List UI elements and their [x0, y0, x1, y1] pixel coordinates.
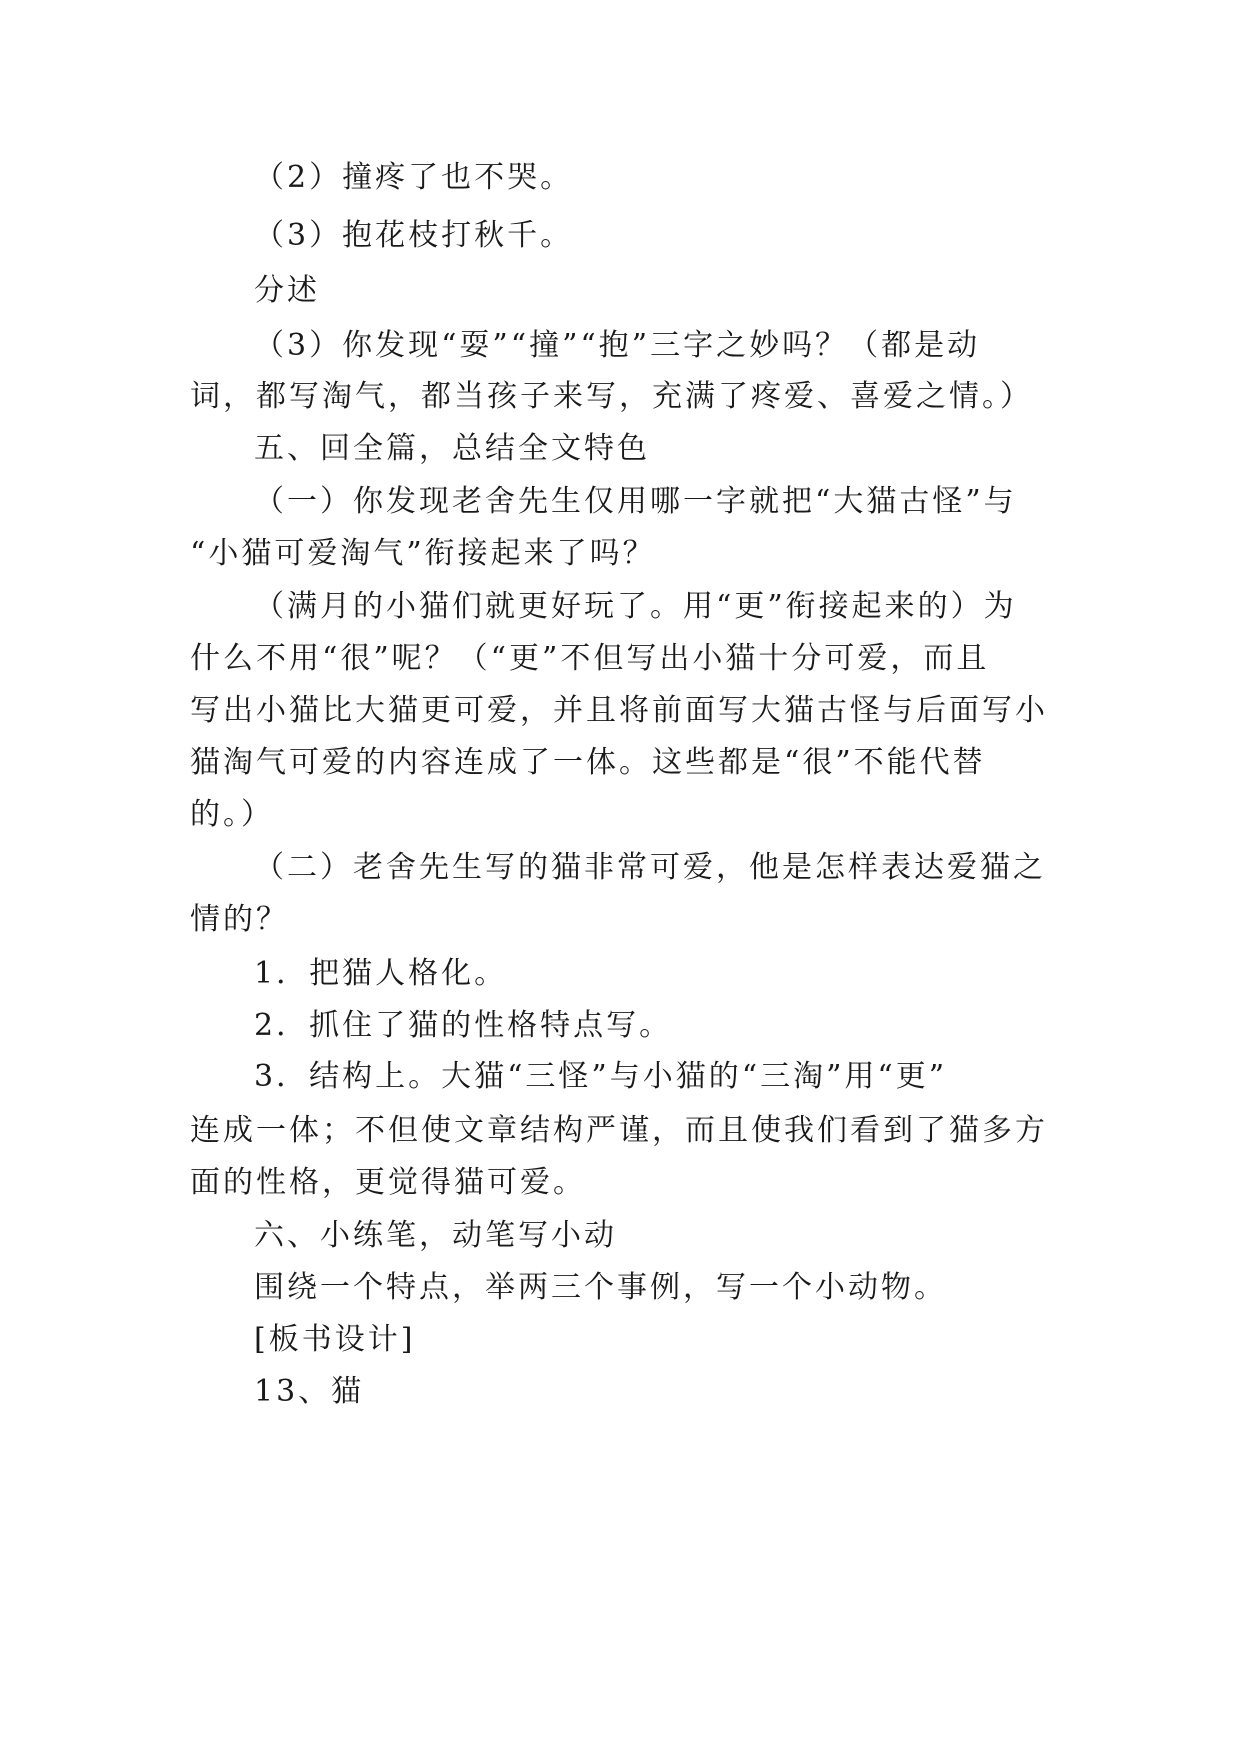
paragraph-line: （二）老舍先生写的猫非常可爱，他是怎样表达爱猫之	[254, 850, 1046, 885]
section-label: 分述	[254, 273, 320, 308]
list-item: 2．抓住了猫的性格特点写。	[254, 1008, 673, 1043]
section-heading: 五、回全篇，总结全文特色	[254, 431, 650, 466]
board-title: 13、猫	[254, 1374, 365, 1409]
paragraph-line: 写出小猫比大猫更可爱，并且将前面写大猫古怪与后面写小	[190, 693, 1048, 728]
paragraph-line: 连成一体；不但使文章结构严谨，而且使我们看到了猫多方	[190, 1113, 1048, 1148]
paragraph-line: （满月的小猫们就更好玩了。用“更”衔接起来的）为	[254, 589, 1017, 624]
section-heading: 六、小练笔，动笔写小动	[254, 1218, 617, 1253]
paragraph-line: 的。）	[190, 797, 274, 832]
paragraph-line: “小猫可爱淘气”衔接起来了吗？	[190, 536, 656, 571]
section-label: [板书设计]	[254, 1322, 416, 1357]
paragraph-line: 情的？	[190, 902, 289, 937]
paragraph-line: （3）抱花枝打秋千。	[254, 218, 574, 253]
paragraph-line: （一）你发现老舍先生仅用哪一字就把“大猫古怪”与	[254, 484, 1017, 519]
paragraph-line: 猫淘气可爱的内容连成了一体。这些都是“很”不能代替	[190, 745, 986, 780]
paragraph-line: 什么不用“很”呢？（“更”不但写出小猫十分可爱，而且	[190, 641, 990, 676]
paragraph-line: 围绕一个特点，举两三个事例，写一个小动物。	[254, 1270, 947, 1305]
paragraph-line: 面的性格，更觉得猫可爱。	[190, 1165, 586, 1200]
paragraph-line: （2）撞疼了也不哭。	[254, 160, 574, 195]
list-item: 3．结构上。大猫“三怪”与小猫的“三淘”用“更”	[254, 1059, 948, 1094]
paragraph-line: （3）你发现“耍”“撞”“抱”三字之妙吗？（都是动	[254, 328, 981, 363]
list-item: 1．把猫人格化。	[254, 956, 508, 991]
paragraph-line: 词，都写淘气，都当孩子来写，充满了疼爱、喜爱之情。）	[190, 379, 1033, 414]
